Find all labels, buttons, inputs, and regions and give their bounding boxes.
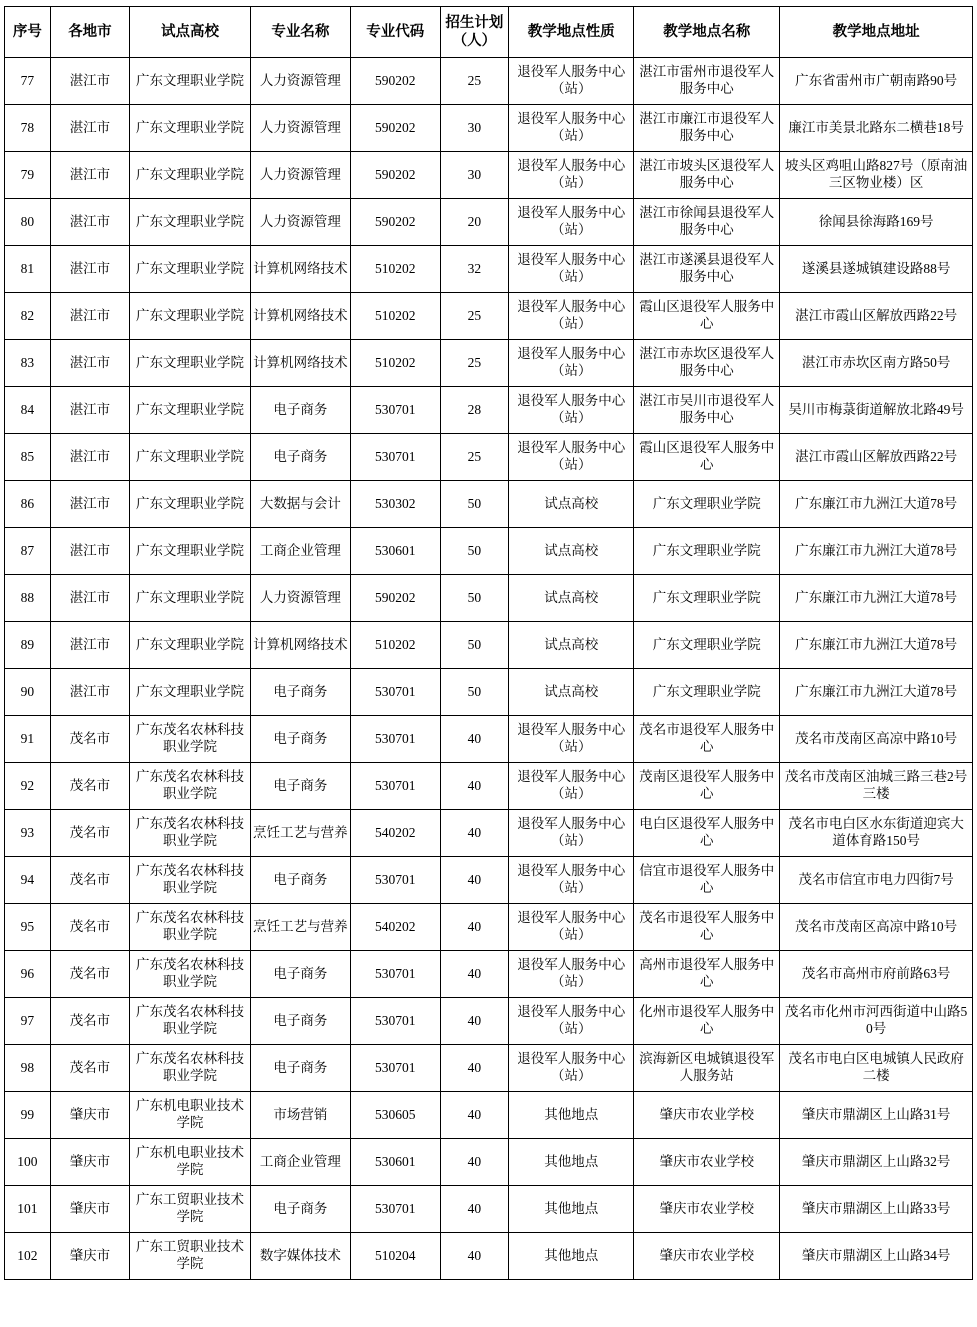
cell-nature: 退役军人服务中心（站）: [509, 998, 634, 1045]
cell-nature: 其他地点: [509, 1092, 634, 1139]
cell-school: 广东文理职业学院: [130, 246, 251, 293]
cell-school: 广东文理职业学院: [130, 293, 251, 340]
table-body: [5, 58, 973, 1280]
cell-address: 茂名市茂南区油城三路三巷2号三楼: [780, 763, 973, 810]
cell-code: 590202: [350, 105, 440, 152]
cell-site-name: 广东文理职业学院: [634, 622, 780, 669]
cell-plan: 25: [440, 293, 509, 340]
cell-code: 530701: [350, 1186, 440, 1233]
cell-nature: 退役军人服务中心（站）: [509, 810, 634, 857]
cell-city: 肇庆市: [50, 1139, 129, 1186]
cell-nature: 退役军人服务中心（站）: [509, 199, 634, 246]
cell-address: 茂名市电白区电城镇人民政府二楼: [780, 1045, 973, 1092]
cell-city: 茂名市: [50, 904, 129, 951]
table-row: [5, 528, 973, 575]
cell-major: 电子商务: [250, 1045, 350, 1092]
cell-site-name: 电白区退役军人服务中心: [634, 810, 780, 857]
table-row: [5, 434, 973, 481]
cell-index: 99: [5, 1092, 51, 1139]
cell-index: 86: [5, 481, 51, 528]
column-header-code: 专业代码: [350, 7, 440, 58]
cell-index: 88: [5, 575, 51, 622]
cell-index: 100: [5, 1139, 51, 1186]
cell-index: 93: [5, 810, 51, 857]
cell-site-name: 茂名市退役军人服务中心: [634, 716, 780, 763]
cell-site-name: 信宜市退役军人服务中心: [634, 857, 780, 904]
cell-major: 电子商务: [250, 434, 350, 481]
cell-city: 湛江市: [50, 246, 129, 293]
cell-school: 广东文理职业学院: [130, 387, 251, 434]
cell-school: 广东文理职业学院: [130, 481, 251, 528]
cell-index: 90: [5, 669, 51, 716]
cell-plan: 28: [440, 387, 509, 434]
cell-plan: 32: [440, 246, 509, 293]
cell-site-name: 茂名市退役军人服务中心: [634, 904, 780, 951]
cell-site-name: 霞山区退役军人服务中心: [634, 434, 780, 481]
cell-code: 530701: [350, 387, 440, 434]
table-row: [5, 1045, 973, 1092]
cell-city: 湛江市: [50, 481, 129, 528]
enrollment-table: [4, 6, 973, 1280]
cell-address: 湛江市霞山区解放西路22号: [780, 434, 973, 481]
cell-nature: 退役军人服务中心（站）: [509, 293, 634, 340]
cell-school: 广东机电职业技术学院: [130, 1092, 251, 1139]
cell-code: 590202: [350, 199, 440, 246]
cell-city: 湛江市: [50, 152, 129, 199]
cell-address: 茂名市茂南区高凉中路10号: [780, 716, 973, 763]
cell-address: 茂名市信宜市电力四街7号: [780, 857, 973, 904]
cell-major: 人力资源管理: [250, 199, 350, 246]
cell-city: 湛江市: [50, 622, 129, 669]
cell-city: 湛江市: [50, 575, 129, 622]
cell-school: 广东文理职业学院: [130, 434, 251, 481]
cell-major: 电子商务: [250, 857, 350, 904]
cell-nature: 试点高校: [509, 622, 634, 669]
cell-site-name: 广东文理职业学院: [634, 481, 780, 528]
table-row: [5, 904, 973, 951]
cell-major: 人力资源管理: [250, 152, 350, 199]
cell-school: 广东茂名农林科技职业学院: [130, 904, 251, 951]
cell-code: 590202: [350, 152, 440, 199]
cell-city: 茂名市: [50, 951, 129, 998]
cell-major: 烹饪工艺与营养: [250, 904, 350, 951]
cell-nature: 其他地点: [509, 1139, 634, 1186]
cell-site-name: 高州市退役军人服务中心: [634, 951, 780, 998]
cell-nature: 退役军人服务中心（站）: [509, 1045, 634, 1092]
cell-index: 92: [5, 763, 51, 810]
cell-code: 530701: [350, 998, 440, 1045]
cell-school: 广东茂名农林科技职业学院: [130, 951, 251, 998]
cell-index: 81: [5, 246, 51, 293]
cell-code: 530701: [350, 1045, 440, 1092]
cell-site-name: 霞山区退役军人服务中心: [634, 293, 780, 340]
cell-address: 茂名市茂南区高凉中路10号: [780, 904, 973, 951]
cell-code: 530601: [350, 1139, 440, 1186]
cell-index: 98: [5, 1045, 51, 1092]
cell-address: 湛江市赤坎区南方路50号: [780, 340, 973, 387]
cell-school: 广东茂名农林科技职业学院: [130, 857, 251, 904]
cell-major: 计算机网络技术: [250, 246, 350, 293]
cell-index: 97: [5, 998, 51, 1045]
cell-school: 广东文理职业学院: [130, 669, 251, 716]
cell-school: 广东茂名农林科技职业学院: [130, 716, 251, 763]
cell-address: 茂名市高州市府前路63号: [780, 951, 973, 998]
cell-plan: 50: [440, 575, 509, 622]
cell-plan: 40: [440, 998, 509, 1045]
cell-school: 广东文理职业学院: [130, 58, 251, 105]
cell-city: 茂名市: [50, 998, 129, 1045]
table-row: [5, 998, 973, 1045]
cell-major: 电子商务: [250, 951, 350, 998]
table-row: [5, 152, 973, 199]
cell-index: 95: [5, 904, 51, 951]
cell-plan: 40: [440, 1092, 509, 1139]
cell-site-name: 湛江市遂溪县退役军人服务中心: [634, 246, 780, 293]
cell-major: 工商企业管理: [250, 528, 350, 575]
cell-site-name: 湛江市雷州市退役军人服务中心: [634, 58, 780, 105]
cell-plan: 30: [440, 105, 509, 152]
table-row: [5, 575, 973, 622]
column-header-major: 专业名称: [250, 7, 350, 58]
cell-plan: 25: [440, 340, 509, 387]
table-row: [5, 340, 973, 387]
cell-address: 坡头区鸡咀山路827号（原南油三区物业楼）区: [780, 152, 973, 199]
cell-index: 96: [5, 951, 51, 998]
cell-site-name: 广东文理职业学院: [634, 528, 780, 575]
cell-address: 吴川市梅菉街道解放北路49号: [780, 387, 973, 434]
cell-address: 茂名市化州市河西街道中山路50号: [780, 998, 973, 1045]
cell-school: 广东文理职业学院: [130, 340, 251, 387]
cell-code: 530601: [350, 528, 440, 575]
cell-address: 徐闻县徐海路169号: [780, 199, 973, 246]
table-row: [5, 1186, 973, 1233]
cell-major: 电子商务: [250, 669, 350, 716]
cell-major: 电子商务: [250, 387, 350, 434]
cell-major: 人力资源管理: [250, 575, 350, 622]
cell-school: 广东文理职业学院: [130, 199, 251, 246]
cell-nature: 退役军人服务中心（站）: [509, 340, 634, 387]
cell-nature: 试点高校: [509, 669, 634, 716]
cell-city: 肇庆市: [50, 1233, 129, 1280]
cell-plan: 40: [440, 857, 509, 904]
cell-school: 广东茂名农林科技职业学院: [130, 998, 251, 1045]
cell-school: 广东机电职业技术学院: [130, 1139, 251, 1186]
cell-address: 广东廉江市九洲江大道78号: [780, 622, 973, 669]
cell-nature: 其他地点: [509, 1233, 634, 1280]
cell-nature: 退役军人服务中心（站）: [509, 951, 634, 998]
cell-city: 湛江市: [50, 105, 129, 152]
cell-major: 人力资源管理: [250, 58, 350, 105]
cell-code: 510202: [350, 622, 440, 669]
cell-plan: 40: [440, 951, 509, 998]
table-row: [5, 857, 973, 904]
cell-index: 80: [5, 199, 51, 246]
table-row: [5, 105, 973, 152]
cell-plan: 25: [440, 434, 509, 481]
cell-index: 82: [5, 293, 51, 340]
cell-plan: 40: [440, 1186, 509, 1233]
cell-code: 510202: [350, 340, 440, 387]
cell-nature: 退役军人服务中心（站）: [509, 246, 634, 293]
cell-major: 电子商务: [250, 716, 350, 763]
cell-address: 廉江市美景北路东二横巷18号: [780, 105, 973, 152]
cell-major: 大数据与会计: [250, 481, 350, 528]
cell-address: 广东省雷州市广朝南路90号: [780, 58, 973, 105]
cell-site-name: 肇庆市农业学校: [634, 1092, 780, 1139]
cell-code: 510202: [350, 293, 440, 340]
cell-plan: 20: [440, 199, 509, 246]
table-row: [5, 58, 973, 105]
cell-code: 530701: [350, 669, 440, 716]
cell-code: 530605: [350, 1092, 440, 1139]
cell-site-name: 肇庆市农业学校: [634, 1186, 780, 1233]
cell-site-name: 广东文理职业学院: [634, 669, 780, 716]
cell-code: 590202: [350, 575, 440, 622]
cell-city: 茂名市: [50, 857, 129, 904]
cell-city: 湛江市: [50, 669, 129, 716]
cell-index: 102: [5, 1233, 51, 1280]
cell-school: 广东文理职业学院: [130, 575, 251, 622]
cell-major: 电子商务: [250, 998, 350, 1045]
cell-code: 530701: [350, 763, 440, 810]
cell-school: 广东茂名农林科技职业学院: [130, 763, 251, 810]
cell-site-name: 湛江市徐闻县退役军人服务中心: [634, 199, 780, 246]
cell-code: 510202: [350, 246, 440, 293]
cell-school: 广东茂名农林科技职业学院: [130, 810, 251, 857]
column-header-nature: 教学地点性质: [509, 7, 634, 58]
cell-address: 肇庆市鼎湖区上山路32号: [780, 1139, 973, 1186]
cell-nature: 试点高校: [509, 528, 634, 575]
cell-site-name: 湛江市廉江市退役军人服务中心: [634, 105, 780, 152]
cell-plan: 40: [440, 1233, 509, 1280]
cell-major: 烹饪工艺与营养: [250, 810, 350, 857]
cell-plan: 40: [440, 810, 509, 857]
cell-address: 广东廉江市九洲江大道78号: [780, 669, 973, 716]
cell-school: 广东茂名农林科技职业学院: [130, 1045, 251, 1092]
cell-site-name: 湛江市坡头区退役军人服务中心: [634, 152, 780, 199]
cell-nature: 退役军人服务中心（站）: [509, 857, 634, 904]
cell-address: 肇庆市鼎湖区上山路33号: [780, 1186, 973, 1233]
cell-school: 广东工贸职业技术学院: [130, 1233, 251, 1280]
cell-city: 茂名市: [50, 1045, 129, 1092]
cell-nature: 退役军人服务中心（站）: [509, 58, 634, 105]
cell-nature: 退役军人服务中心（站）: [509, 716, 634, 763]
cell-plan: 30: [440, 152, 509, 199]
table-header: [5, 7, 973, 58]
cell-plan: 50: [440, 669, 509, 716]
cell-plan: 40: [440, 1045, 509, 1092]
cell-nature: 退役军人服务中心（站）: [509, 152, 634, 199]
cell-city: 茂名市: [50, 763, 129, 810]
cell-index: 101: [5, 1186, 51, 1233]
cell-code: 530701: [350, 951, 440, 998]
cell-city: 湛江市: [50, 340, 129, 387]
cell-plan: 25: [440, 58, 509, 105]
table-row: [5, 199, 973, 246]
cell-index: 78: [5, 105, 51, 152]
cell-index: 91: [5, 716, 51, 763]
cell-index: 87: [5, 528, 51, 575]
cell-code: 530302: [350, 481, 440, 528]
cell-site-name: 肇庆市农业学校: [634, 1233, 780, 1280]
cell-city: 肇庆市: [50, 1092, 129, 1139]
cell-code: 530701: [350, 434, 440, 481]
cell-school: 广东文理职业学院: [130, 152, 251, 199]
column-header-plan: 招生计划（人）: [440, 7, 509, 58]
cell-plan: 40: [440, 716, 509, 763]
cell-code: 530701: [350, 857, 440, 904]
table-row: [5, 246, 973, 293]
cell-site-name: 化州市退役军人服务中心: [634, 998, 780, 1045]
cell-index: 83: [5, 340, 51, 387]
header-row: [5, 7, 973, 58]
cell-site-name: 湛江市吴川市退役军人服务中心: [634, 387, 780, 434]
cell-address: 肇庆市鼎湖区上山路31号: [780, 1092, 973, 1139]
table-row: [5, 951, 973, 998]
cell-nature: 退役军人服务中心（站）: [509, 763, 634, 810]
cell-index: 85: [5, 434, 51, 481]
cell-site-name: 滨海新区电城镇退役军人服务站: [634, 1045, 780, 1092]
cell-index: 89: [5, 622, 51, 669]
cell-address: 湛江市霞山区解放西路22号: [780, 293, 973, 340]
cell-nature: 其他地点: [509, 1186, 634, 1233]
cell-code: 530701: [350, 716, 440, 763]
cell-major: 数字媒体技术: [250, 1233, 350, 1280]
cell-plan: 40: [440, 904, 509, 951]
cell-index: 79: [5, 152, 51, 199]
table-row: [5, 293, 973, 340]
cell-site-name: 茂南区退役军人服务中心: [634, 763, 780, 810]
cell-address: 茂名市电白区水东街道迎宾大道体育路150号: [780, 810, 973, 857]
cell-city: 湛江市: [50, 387, 129, 434]
cell-city: 茂名市: [50, 810, 129, 857]
cell-city: 茂名市: [50, 716, 129, 763]
cell-address: 广东廉江市九洲江大道78号: [780, 528, 973, 575]
cell-major: 计算机网络技术: [250, 340, 350, 387]
cell-address: 广东廉江市九洲江大道78号: [780, 575, 973, 622]
table-row: [5, 622, 973, 669]
table-row: [5, 1233, 973, 1280]
cell-nature: 试点高校: [509, 575, 634, 622]
cell-site-name: 广东文理职业学院: [634, 575, 780, 622]
table-row: [5, 669, 973, 716]
cell-city: 湛江市: [50, 528, 129, 575]
cell-major: 市场营销: [250, 1092, 350, 1139]
cell-city: 湛江市: [50, 58, 129, 105]
cell-school: 广东文理职业学院: [130, 622, 251, 669]
cell-city: 肇庆市: [50, 1186, 129, 1233]
column-header-school: 试点高校: [130, 7, 251, 58]
cell-major: 计算机网络技术: [250, 293, 350, 340]
cell-plan: 40: [440, 1139, 509, 1186]
table-row: [5, 1139, 973, 1186]
table-row: [5, 481, 973, 528]
cell-code: 540202: [350, 904, 440, 951]
column-header-site-name: 教学地点名称: [634, 7, 780, 58]
cell-plan: 40: [440, 763, 509, 810]
cell-school: 广东文理职业学院: [130, 105, 251, 152]
cell-address: 肇庆市鼎湖区上山路34号: [780, 1233, 973, 1280]
column-header-city: 各地市: [50, 7, 129, 58]
column-header-index: 序号: [5, 7, 51, 58]
cell-nature: 退役军人服务中心（站）: [509, 105, 634, 152]
table-row: [5, 387, 973, 434]
table-row: [5, 1092, 973, 1139]
cell-address: 广东廉江市九洲江大道78号: [780, 481, 973, 528]
cell-school: 广东文理职业学院: [130, 528, 251, 575]
cell-major: 电子商务: [250, 763, 350, 810]
column-header-address: 教学地点地址: [780, 7, 973, 58]
cell-index: 84: [5, 387, 51, 434]
cell-site-name: 肇庆市农业学校: [634, 1139, 780, 1186]
cell-index: 94: [5, 857, 51, 904]
cell-school: 广东工贸职业技术学院: [130, 1186, 251, 1233]
cell-code: 540202: [350, 810, 440, 857]
cell-city: 湛江市: [50, 434, 129, 481]
table-row: [5, 810, 973, 857]
cell-major: 人力资源管理: [250, 105, 350, 152]
cell-index: 77: [5, 58, 51, 105]
cell-nature: 试点高校: [509, 481, 634, 528]
cell-major: 计算机网络技术: [250, 622, 350, 669]
cell-nature: 退役军人服务中心（站）: [509, 904, 634, 951]
cell-code: 510204: [350, 1233, 440, 1280]
cell-city: 湛江市: [50, 293, 129, 340]
cell-nature: 退役军人服务中心（站）: [509, 434, 634, 481]
cell-plan: 50: [440, 481, 509, 528]
cell-code: 590202: [350, 58, 440, 105]
cell-major: 电子商务: [250, 1186, 350, 1233]
cell-nature: 退役军人服务中心（站）: [509, 387, 634, 434]
table-row: [5, 716, 973, 763]
cell-plan: 50: [440, 528, 509, 575]
cell-major: 工商企业管理: [250, 1139, 350, 1186]
table-row: [5, 763, 973, 810]
cell-city: 湛江市: [50, 199, 129, 246]
cell-site-name: 湛江市赤坎区退役军人服务中心: [634, 340, 780, 387]
cell-address: 遂溪县遂城镇建设路88号: [780, 246, 973, 293]
cell-plan: 50: [440, 622, 509, 669]
